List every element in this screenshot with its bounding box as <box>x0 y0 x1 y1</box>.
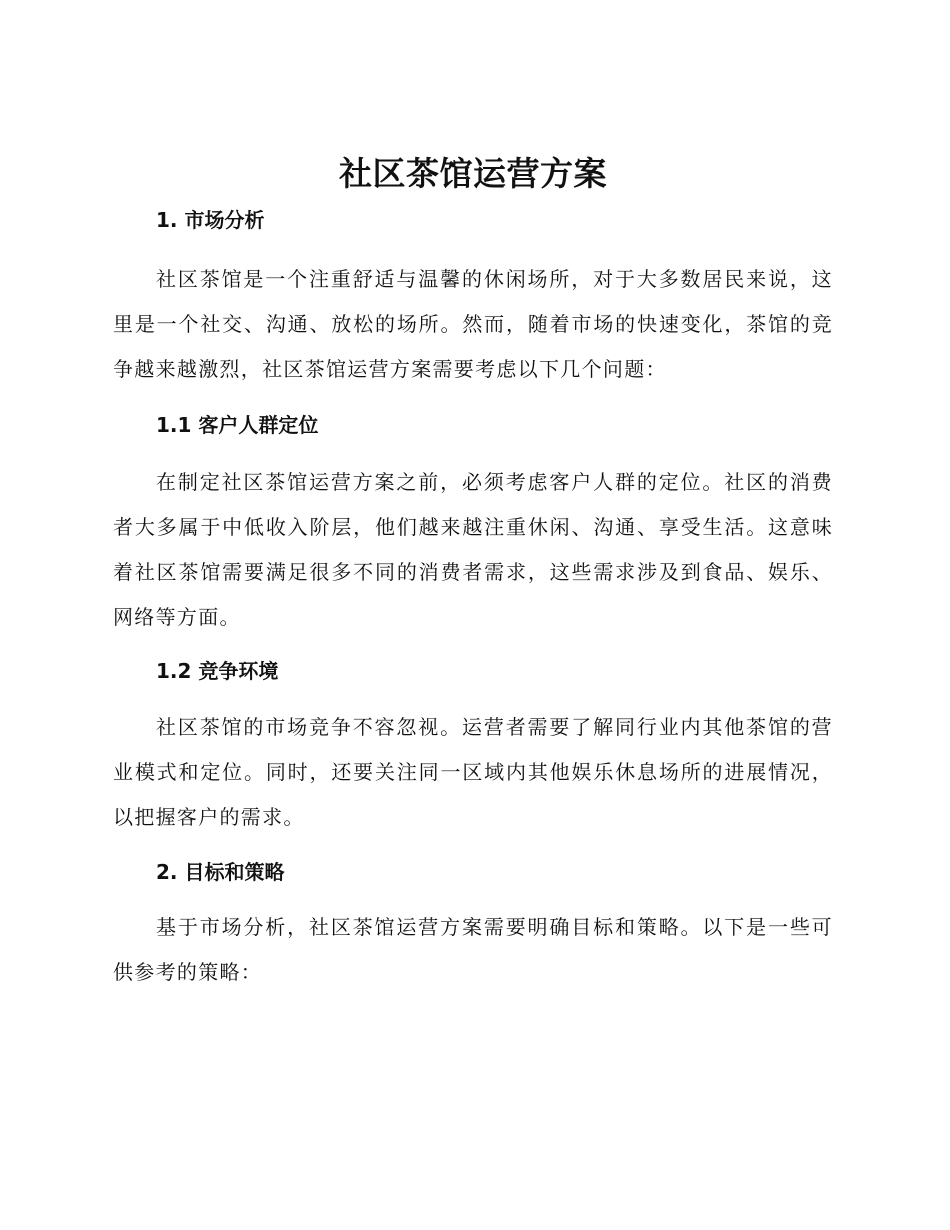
section-heading-competitive-environment: 1.2 竞争环境 <box>156 659 279 683</box>
document-body <box>113 150 833 995</box>
section-paragraph-customer-positioning: 在制定社区茶馆运营方案之前，必须考虑客户人群的定位。社区的消费者大多属于中低收入阶层，他们越来越注重休闲、沟通、享受生活。这意味着社区茶馆需要满足很多不同的消费者需求，这些需求涉及到食品、娱乐、网络等方面。 <box>113 470 833 629</box>
section-paragraph-competitive-environment: 社区茶馆的市场竞争不容忽视。运营者需要了解同行业内其他茶馆的营业模式和定位。同时，还要关注同一区域内其他娱乐休息场所的进展情况，以把握客户的需求。 <box>113 715 833 829</box>
document-title: 社区茶馆运营方案 <box>339 154 607 193</box>
section-heading-market-analysis: 1. 市场分析 <box>156 208 265 232</box>
section-heading-customer-positioning: 1.1 客户人群定位 <box>156 413 319 437</box>
section-paragraph-market-analysis: 社区茶馆是一个注重舒适与温馨的休闲场所，对于大多数居民来说，这里是一个社交、沟通、放松的场所。然而，随着市场的快速变化，茶馆的竞争越来越激烈，社区茶馆运营方案需要考虑以下几个问题： <box>113 267 833 381</box>
section-heading-goals-strategies: 2. 目标和策略 <box>156 860 285 884</box>
section-paragraph-goals-strategies: 基于市场分析，社区茶馆运营方案需要明确目标和策略。以下是一些可供参考的策略： <box>113 915 833 984</box>
